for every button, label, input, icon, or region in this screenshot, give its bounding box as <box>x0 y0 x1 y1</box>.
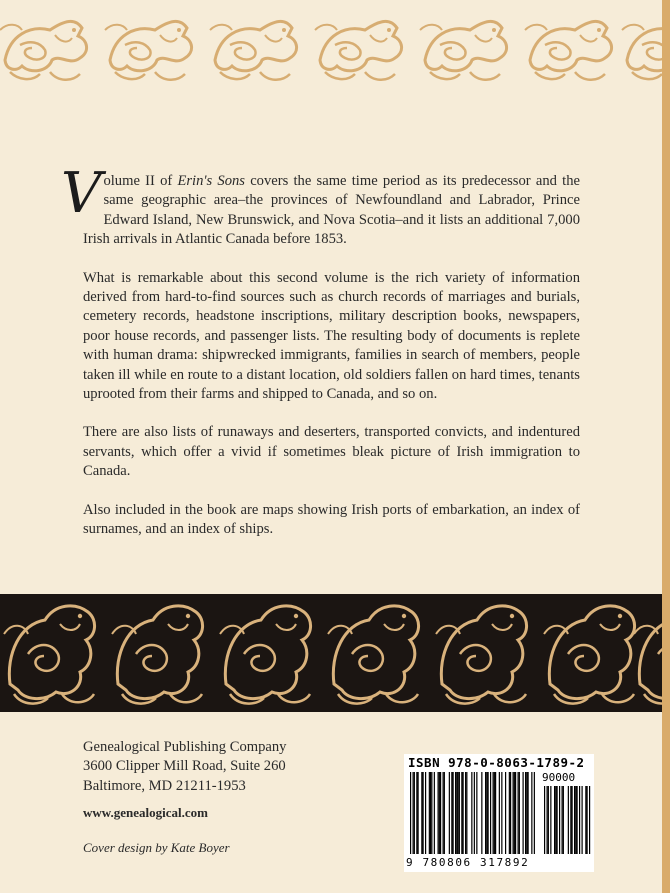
celtic-beast-knot-icon <box>220 606 311 704</box>
barcode-addon-bar <box>589 786 590 854</box>
barcode-addon-bar <box>575 786 576 854</box>
barcode-bar <box>449 772 450 854</box>
barcode-bar <box>518 772 519 854</box>
barcode-digits: 9 780806 317892 <box>406 856 530 869</box>
barcode-bar <box>430 772 431 854</box>
barcode-bar <box>451 772 452 854</box>
celtic-hound-knot-icon <box>0 21 87 79</box>
barcode-bar <box>476 772 477 854</box>
barcode-bar <box>438 772 439 854</box>
website-url: www.genealogical.com <box>83 805 208 820</box>
barcode-bar <box>523 772 524 854</box>
barcode-bar <box>471 772 472 854</box>
barcode-bar <box>440 772 441 854</box>
barcode-bar <box>465 772 466 854</box>
celtic-hound-knot-icon <box>210 21 297 79</box>
celtic-hound-knot-icon <box>105 21 192 79</box>
publisher-street: 3600 Clipper Mill Road, Suite 260 <box>83 758 286 775</box>
barcode-bar <box>531 772 532 854</box>
barcode-addon-bar <box>582 786 583 854</box>
barcode-addon-bar <box>555 786 556 854</box>
celtic-hound-knot-icon <box>525 21 612 79</box>
barcode-bar <box>486 772 487 854</box>
barcode-bar <box>444 772 445 854</box>
barcode-bar <box>485 772 486 854</box>
barcode-addon-bar <box>585 786 586 854</box>
barcode-bar <box>488 772 489 854</box>
barcode-bar <box>526 772 527 854</box>
barcode-bar <box>493 772 494 854</box>
barcode-bar <box>459 772 460 854</box>
isbn-barcode <box>404 754 594 872</box>
barcode-bar <box>456 772 457 854</box>
credit-designer: Kate Boyer <box>170 840 230 855</box>
barcode-bar <box>513 772 514 854</box>
barcode-bar <box>458 772 459 854</box>
barcode-bar <box>505 772 506 854</box>
barcode-addon-bar <box>547 786 548 854</box>
barcode-bar <box>455 772 456 854</box>
barcode-bar <box>514 772 515 854</box>
barcode-addon-bar <box>570 786 571 854</box>
barcode-addon-bar <box>577 786 578 854</box>
drop-cap: V <box>61 161 102 226</box>
barcode-bar <box>515 772 516 854</box>
band-ornament-svg <box>0 594 662 712</box>
celtic-beast-knot-icon <box>544 606 635 704</box>
paragraph-intro <box>61 161 580 250</box>
barcode-addon-bar <box>559 786 560 854</box>
barcode-bar <box>528 772 529 854</box>
barcode-addon-bar <box>550 786 551 854</box>
barcode-bar <box>463 772 464 854</box>
barcode-addon-bar <box>579 786 580 854</box>
barcode-addon-bar <box>554 786 555 854</box>
paragraph-lists: There are also lists of runaways and deserters, transported convicts, and indentured servants, which offer a vivid if sometimes bleak picture of Irish immigration to Canada. <box>83 424 580 480</box>
barcode-bar <box>416 772 417 854</box>
barcode-addon-bar <box>548 786 549 854</box>
barcode-bar <box>510 772 511 854</box>
paragraph-intro-text-b: covers the same time period as its predecessor and the same geographic area–the provinces of Newfoundland and Labrador, Prince Edward Island, New Brunswick, and Nova Scotia–and it lists an additional 7,000 Irish arrivals in Atlantic Canada before 1853. <box>83 173 580 248</box>
barcode-bar <box>443 772 444 854</box>
barcode-addon-bar <box>587 786 588 854</box>
barcode-addon-bar <box>574 786 575 854</box>
bottom-ornament-band <box>0 594 662 712</box>
publisher-city: Baltimore, MD 21211-1953 <box>83 777 246 794</box>
barcode-addon-bar <box>568 786 569 854</box>
barcode-bar <box>509 772 510 854</box>
celtic-beast-knot-icon <box>634 606 662 704</box>
barcode-bar <box>429 772 430 854</box>
barcode-bar <box>414 772 415 854</box>
celtic-beast-knot-icon <box>328 606 419 704</box>
top-ornament-svg <box>0 0 662 90</box>
isbn-text: ISBN 978-0-8063-1789-2 <box>408 755 585 770</box>
top-ornament-band <box>0 0 662 90</box>
barcode-bar <box>410 772 411 854</box>
barcode-bar <box>434 772 435 854</box>
barcode-bar <box>499 772 500 854</box>
barcode-addon-bar <box>572 786 573 854</box>
barcode-bars <box>404 754 594 872</box>
barcode-bar <box>453 772 454 854</box>
barcode-bar <box>481 772 482 854</box>
celtic-hound-knot-icon <box>622 21 662 79</box>
barcode-bar <box>490 772 491 854</box>
barcode-bar <box>474 772 475 854</box>
barcode-bar <box>439 772 440 854</box>
credit-prefix: Cover design by <box>83 840 171 855</box>
barcode-bar <box>534 772 535 854</box>
price-code: 90000 <box>542 771 576 784</box>
paragraph-maps: Also included in the book are maps showing Irish ports of embarkation, an index of surnames, and an index of ships. <box>83 501 580 538</box>
barcode-bar <box>501 772 502 854</box>
barcode-bar <box>519 772 520 854</box>
barcode-bar <box>466 772 467 854</box>
celtic-beast-knot-icon <box>436 606 527 704</box>
cover-credit <box>83 840 230 856</box>
barcode-bar <box>425 772 426 854</box>
celtic-beast-knot-icon <box>112 606 203 704</box>
paragraph-intro-text-a: olume II of <box>103 173 178 189</box>
celtic-hound-knot-icon <box>420 21 507 79</box>
barcode-bar <box>431 772 432 854</box>
book-title: Erin's Sons <box>177 173 245 189</box>
barcode-addon-bar <box>557 786 558 854</box>
barcode-addon-bar <box>562 786 563 854</box>
celtic-beast-knot-icon <box>4 606 95 704</box>
barcode-bar <box>423 772 424 854</box>
barcode-bar <box>461 772 462 854</box>
barcode-bar <box>525 772 526 854</box>
celtic-hound-knot-icon <box>315 21 402 79</box>
paragraph-sources: What is remarkable about this second volume is the rich variety of information derived from hard-to-find sources such as church records of marriages and burials, cemetery records, headstone inscriptions, military description books, newspapers, poor house records, and passenger lists. The resulting body of documents is replete with human drama: shipwrecked immigrants, families in search of members, people taken ill while en route to a distant location, old soldiers fallen on hard times, tenants uprooted from their farms and shipped to Canada, and so on. <box>83 269 580 403</box>
publisher-name: Genealogical Publishing Company <box>83 739 287 755</box>
barcode-bar <box>421 772 422 854</box>
barcode-addon-bar <box>563 786 564 854</box>
description-text <box>61 161 580 559</box>
barcode-bar <box>494 772 495 854</box>
barcode-bar <box>413 772 414 854</box>
spine-color-strip <box>662 0 670 893</box>
barcode-bar <box>495 772 496 854</box>
publisher-address <box>83 738 383 796</box>
barcode-addon-bar <box>544 786 545 854</box>
barcode-bar <box>418 772 419 854</box>
